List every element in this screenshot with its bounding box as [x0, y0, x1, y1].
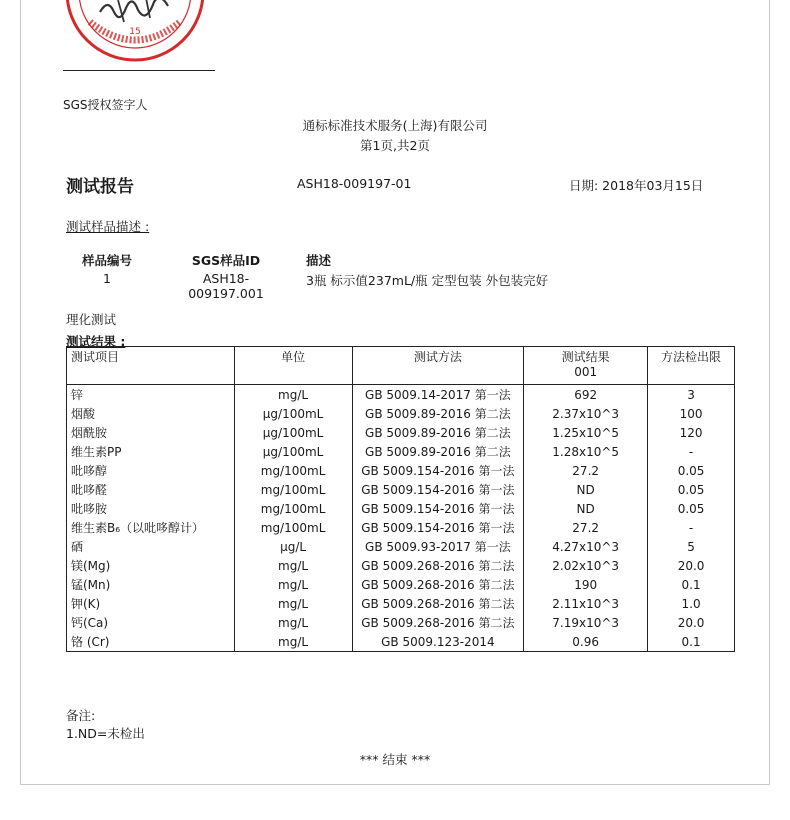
cell-limit: 0.05 [648, 461, 735, 480]
physchem-label: 理化测试 [66, 312, 117, 327]
cell-result: 190 [524, 575, 648, 594]
cell-limit: 1.0 [648, 594, 735, 613]
report-number: ASH18-009197-01 [297, 176, 412, 191]
cell-limit: - [648, 518, 735, 537]
cell-item: 维生素B₆（以吡哆醇计） [67, 518, 235, 537]
cell-unit: mg/L [234, 575, 352, 594]
cell-limit: 100 [648, 404, 735, 423]
table-row [67, 632, 735, 652]
sample-desc: 3瓶 标示值237mL/瓶 定型包装 外包装完好 [306, 273, 549, 288]
sample-header-id: SGS样品ID [191, 253, 261, 268]
table-row [67, 442, 735, 461]
cell-method: GB 5009.268-2016 第二法 [352, 575, 524, 594]
cell-item: 吡哆醛 [67, 480, 235, 499]
cell-unit: mg/100mL [234, 518, 352, 537]
header-unit: 单位 [234, 347, 352, 385]
cell-unit: mg/L [234, 385, 352, 405]
cell-method: GB 5009.89-2016 第二法 [352, 404, 524, 423]
cell-result: 2.02x10^3 [524, 556, 648, 575]
results-table [66, 346, 735, 652]
cell-limit: 0.1 [648, 632, 735, 652]
sample-header-no: 样品编号 [82, 253, 133, 268]
cell-result: 27.2 [524, 518, 648, 537]
cell-result: 2.11x10^3 [524, 594, 648, 613]
cell-limit: 20.0 [648, 556, 735, 575]
cell-unit: mg/100mL [234, 461, 352, 480]
table-row [67, 575, 735, 594]
cell-result: 4.27x10^3 [524, 537, 648, 556]
cell-limit: 5 [648, 537, 735, 556]
end-marker: *** 结束 *** [359, 752, 431, 767]
header-item: 测试项目 [67, 347, 235, 385]
cell-method: GB 5009.268-2016 第二法 [352, 613, 524, 632]
sgs-seal-stamp [60, 0, 210, 70]
seal-number: 15 [129, 27, 141, 37]
table-row [67, 537, 735, 556]
cell-method: GB 5009.154-2016 第一法 [352, 480, 524, 499]
cell-item: 锰(Mn) [67, 575, 235, 594]
cell-unit: μg/100mL [234, 423, 352, 442]
cell-method: GB 5009.154-2016 第一法 [352, 499, 524, 518]
table-row [67, 613, 735, 632]
table-row [67, 423, 735, 442]
cell-method: GB 5009.268-2016 第二法 [352, 556, 524, 575]
cell-result: ND [524, 480, 648, 499]
table-row [67, 404, 735, 423]
table-row [67, 461, 735, 480]
report-date: 日期: 2018年03月15日 [569, 178, 704, 193]
cell-method: GB 5009.89-2016 第二法 [352, 442, 524, 461]
cell-item: 铬 (Cr) [67, 632, 235, 652]
cell-method: GB 5009.93-2017 第一法 [352, 537, 524, 556]
cell-result: 1.25x10^5 [524, 423, 648, 442]
header-result-label: 测试结果 [561, 350, 610, 364]
cell-limit: 0.05 [648, 480, 735, 499]
cell-item: 烟酸 [67, 404, 235, 423]
signer-label: SGS授权签字人 [63, 98, 148, 112]
table-row [67, 499, 735, 518]
remarks-note: 1.ND=未检出 [66, 726, 145, 741]
cell-item: 吡哆醇 [67, 461, 235, 480]
cell-item: 锌 [67, 385, 235, 405]
header-method: 测试方法 [352, 347, 524, 385]
cell-unit: μg/100mL [234, 442, 352, 461]
cell-unit: mg/L [234, 632, 352, 652]
cell-item: 镁(Mg) [67, 556, 235, 575]
cell-limit: 120 [648, 423, 735, 442]
cell-result: 27.2 [524, 461, 648, 480]
table-row [67, 556, 735, 575]
cell-method: GB 5009.123-2014 [352, 632, 524, 652]
sample-header-desc: 描述 [306, 253, 332, 268]
cell-item: 钾(K) [67, 594, 235, 613]
cell-result: 0.96 [524, 632, 648, 652]
cell-unit: μg/100mL [234, 404, 352, 423]
cell-limit: 3 [648, 385, 735, 405]
cell-result: 692 [524, 385, 648, 405]
cell-method: GB 5009.14-2017 第一法 [352, 385, 524, 405]
cell-limit: 0.05 [648, 499, 735, 518]
cell-result: 7.19x10^3 [524, 613, 648, 632]
header-limit: 方法检出限 [648, 347, 735, 385]
cell-item: 烟酰胺 [67, 423, 235, 442]
cell-limit: - [648, 442, 735, 461]
sample-id: ASH18-009197.001 [188, 271, 264, 301]
header-result [524, 347, 648, 385]
cell-method: GB 5009.154-2016 第一法 [352, 518, 524, 537]
sample-description-label: 测试样品描述 : [66, 219, 150, 234]
cell-unit: mg/100mL [234, 499, 352, 518]
sample-no: 1 [103, 271, 111, 286]
cell-method: GB 5009.268-2016 第二法 [352, 594, 524, 613]
cell-unit: μg/L [234, 537, 352, 556]
cell-limit: 0.1 [648, 575, 735, 594]
cell-unit: mg/L [234, 594, 352, 613]
cell-unit: mg/L [234, 556, 352, 575]
page-number: 第1页,共2页 [360, 138, 430, 153]
remarks-label: 备注: [66, 708, 96, 723]
signature-line [63, 70, 215, 71]
cell-item: 吡哆胺 [67, 499, 235, 518]
cell-result: 2.37x10^3 [524, 404, 648, 423]
cell-method: GB 5009.154-2016 第一法 [352, 461, 524, 480]
results-header-row [67, 347, 735, 385]
company-name: 通标标准技术服务(上海)有限公司 [302, 118, 488, 133]
cell-result: 1.28x10^5 [524, 442, 648, 461]
table-row [67, 594, 735, 613]
cell-item: 硒 [67, 537, 235, 556]
cell-unit: mg/100mL [234, 480, 352, 499]
table-row [67, 518, 735, 537]
cell-item: 钙(Ca) [67, 613, 235, 632]
header-result-sample: 001 [574, 365, 598, 379]
report-title: 测试报告 [66, 177, 134, 197]
cell-unit: mg/L [234, 613, 352, 632]
results-label: 测试结果 : [66, 334, 126, 349]
cell-limit: 20.0 [648, 613, 735, 632]
cell-result: ND [524, 499, 648, 518]
cell-item: 维生素PP [67, 442, 235, 461]
table-row [67, 480, 735, 499]
cell-method: GB 5009.89-2016 第二法 [352, 423, 524, 442]
table-row [67, 385, 735, 405]
